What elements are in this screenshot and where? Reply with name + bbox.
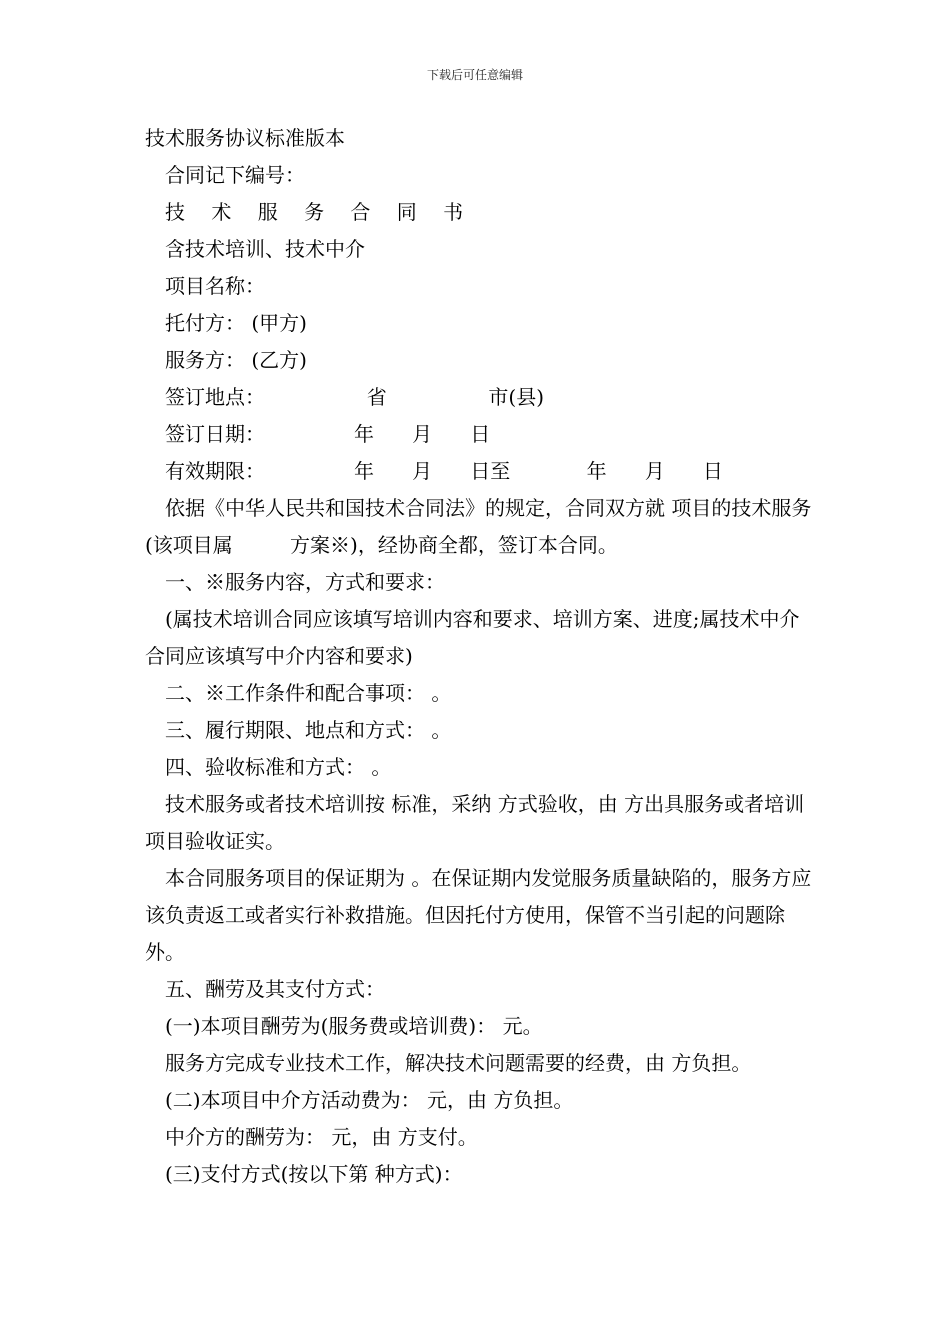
client-label: 托付方： (甲方)	[165, 311, 307, 335]
document-title: 技术服务协议标准版本	[145, 126, 345, 150]
sign-date-label: 签订日期： 年 月 日	[165, 422, 491, 446]
section-2-title: 二、※工作条件和配合事项： 。	[165, 681, 452, 705]
section-4-title: 四、验收标准和方式： 。	[165, 755, 392, 779]
section-5-title: 五、酬劳及其支付方式：	[165, 977, 385, 1001]
section-4-paragraph-1: 技术服务或者技术培训按 标准，采纳 方式验收，由 方出具服务或者培训项目验收证实。	[145, 792, 805, 853]
contract-heading: 技 术 服 务 合 同 书	[165, 200, 464, 224]
section-4-paragraph-2: 本合同服务项目的保证期为 。在保证期内发觉服务质量缺陷的，服务方应该负责返工或者实行补救措施。但因托付方使用，保管不当引起的问题除外。	[145, 866, 812, 964]
validity-label: 有效期限： 年 月 日至 年 月 日	[165, 459, 723, 483]
section-5-item-2: (二)本项目中介方活动费为： 元，由 方负担。	[165, 1088, 574, 1112]
preamble-paragraph: 依据《中华人民共和国技术合同法》的规定，合同双方就 项目的技术服务(该项目属 方案※)，经协商全都，签订本合同。	[145, 496, 812, 557]
section-5-item-1: (一)本项目酬劳为(服务费或培训费)： 元。	[165, 1014, 543, 1038]
sign-place-label: 签订地点： 省 市(县)	[165, 385, 545, 409]
provider-label: 服务方： (乙方)	[165, 348, 307, 372]
section-5-item-2-note: 中介方的酬劳为： 元，由 方支付。	[165, 1125, 478, 1149]
page-header: 下载后可任意编辑	[426, 68, 523, 82]
contract-number-label: 合同记下编号：	[165, 163, 305, 187]
section-5-item-1-note: 服务方完成专业技术工作，解决技术问题需要的经费，由 方负担。	[165, 1051, 752, 1075]
section-5-item-3: (三)支付方式(按以下第 种方式)：	[165, 1162, 463, 1186]
contract-subtitle: 含技术培训、技术中介	[165, 237, 365, 261]
section-1-body: (属技术培训合同应该填写培训内容和要求、培训方案、进度;属技术中介合同应该填写中介内容和要求)	[145, 607, 800, 668]
section-1-title: 一、※服务内容，方式和要求：	[165, 570, 445, 594]
project-name-label: 项目名称：	[165, 274, 265, 298]
section-3-title: 三、履行期限、地点和方式： 。	[165, 718, 452, 742]
document-body	[145, 120, 815, 1193]
